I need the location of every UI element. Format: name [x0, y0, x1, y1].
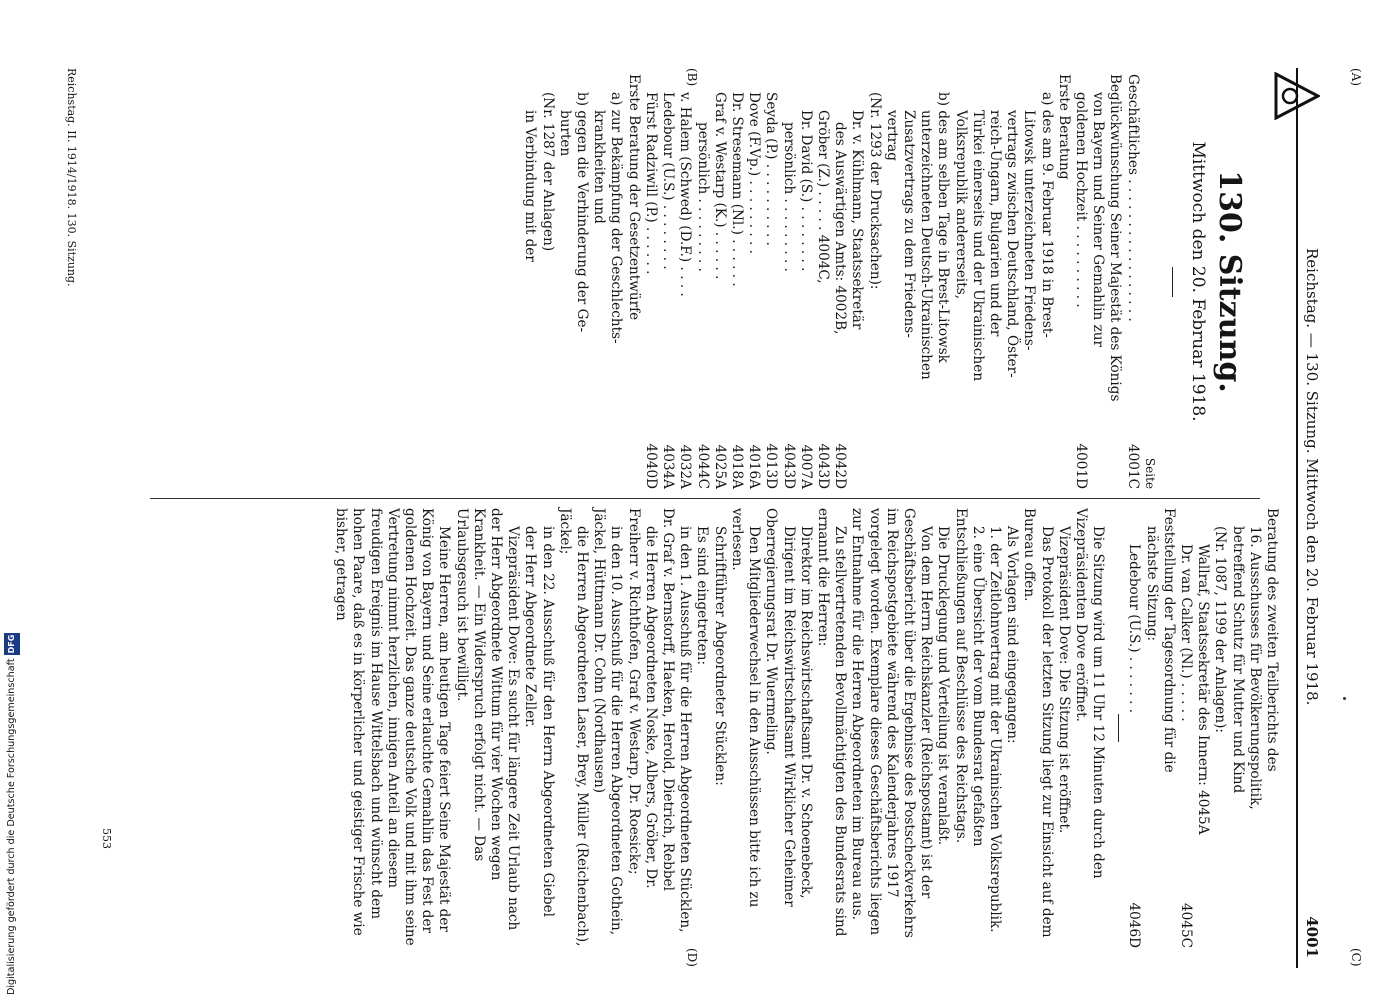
toc-entry-text: b) des am selben Tage in Brest-Litowsk: [935, 92, 952, 363]
proceedings-paragraph: der Herr Abgeordnete Zeller.: [522, 526, 539, 728]
toc-entry: [831, 74, 848, 489]
toc-entry-text: Dr. David (S.) . . . . . . . .: [797, 110, 814, 272]
toc-entry-text: Ledebour (U.S.) . . . . . . .: [1126, 544, 1143, 714]
toc-entry-text: Zusatzvertrags zu dem Friedens-: [900, 110, 917, 338]
proceedings-paragraph: in den 1. Ausschuß für die Herren Abgeordneten Stücklen, Dr. Graf v. Bernstorff, Haeken, Herold, Dietrich, Rebbel: [660, 508, 694, 933]
proceedings-paragraph: Als Vorlagen sind eingegangen:: [1004, 526, 1021, 744]
toc-entry-page: 4001D: [1072, 443, 1089, 489]
toc-entry: [1194, 508, 1211, 948]
toc-entry: [1106, 74, 1123, 489]
toc-entry-text: a) zur Bekämpfung der Geschlechts-: [608, 92, 625, 344]
toc-entry: [1263, 508, 1280, 948]
toc-entry-page: 4042D: [832, 443, 849, 489]
toc-entry-text: in Verbindung mit der: [522, 110, 539, 262]
toc-entry-text: (Nr. 1087, 1199 der Anlagen):: [1212, 526, 1229, 733]
toc-entry-text: Erste Beratung: [1055, 74, 1072, 180]
toc-entry-text: betreffend Schutz für Mutter und Kind: [1229, 526, 1246, 794]
toc-entry-text: Dr. van Calker (Nl.) . . . . .: [1177, 544, 1194, 722]
session-title: 130. Sitzung.: [1212, 170, 1247, 393]
toc-entry: [900, 74, 917, 489]
toc-entry: [1211, 508, 1228, 948]
intro-entries: [1125, 508, 1280, 948]
toc-entry-page: 4016A: [746, 444, 763, 489]
toc-entry: [917, 74, 934, 489]
toc-entry-text: Türkei einerseits und der Ukrainischen: [969, 110, 986, 382]
toc-entry: [625, 74, 642, 489]
toc-entry: [1246, 508, 1263, 948]
proceedings-paragraph: Von dem Herrn Reichskanzler (Reichspostamt) ist der Geschäftsbericht über die Ergebnisse des Postscheckverkehrs im Reichspostgebiete während des Kalenderjahres 1917 vorgelegt worden. Exemplare dieses Geschäftsberichts liegen zur Entnahme für die Herren Abgeordneten im Bureau aus.: [849, 508, 935, 938]
toc-entry-text: Gröber (Z.) . . . . . 4004C,: [814, 110, 831, 284]
toc-entry-text: Seyda (P.) . . . . . . . . . .: [763, 92, 780, 246]
toc-entry: [1142, 508, 1159, 948]
toc-entry-text: Feststellung der Tagesordnung für die: [1160, 508, 1177, 773]
toc-entry: [986, 74, 1003, 489]
toc-entry: [1003, 74, 1020, 489]
proceedings-paragraph: Direktor im Reichswirtschaftsamt Dr. v. Schoenebeck,: [797, 526, 814, 899]
toc-entry: [642, 74, 659, 489]
toc-entry: [1072, 74, 1089, 489]
toc-entry-page: 4040D: [642, 443, 659, 489]
dfg-logo: DFG: [4, 633, 20, 656]
toc-entry: [1177, 508, 1194, 948]
margin-marker-c: (C): [1349, 948, 1363, 967]
proceedings-paragraph: Zu stellvertretenden Bevollmächtigten des Bundesrats sind ernannt die Herren:: [814, 508, 849, 937]
proceedings-text: [332, 508, 1106, 948]
proceedings-paragraph: Schriftführer Abgeordneter Stücklen:: [711, 526, 728, 786]
toc-entry-text: burten: [556, 110, 573, 157]
running-head: Reichstag. — 130. Sitzung. Mittwoch den 20. Februar 1918.: [1303, 248, 1321, 706]
toc-entry: [1228, 508, 1245, 948]
toc-entry: [934, 74, 951, 489]
toc-entry-text: krankheiten und: [591, 110, 608, 224]
toc-entry-text: Beratung des zweiten Teilberichts des: [1264, 508, 1280, 772]
toc-entry-text: a) des am 9. Februar 1918 in Brest-: [1038, 92, 1055, 338]
toc-entry: [779, 74, 796, 489]
toc-entry-page: 4043D: [780, 443, 797, 489]
toc-entry-page: 4032A: [677, 444, 694, 489]
toc-entry-page: 4001C: [1124, 444, 1141, 489]
toc-entry: [590, 74, 607, 489]
toc-entry: [521, 74, 538, 489]
header-rule: [1296, 68, 1298, 968]
toc-entry-text: vertrag: [883, 110, 900, 161]
toc-entry-page: 4045C: [1177, 903, 1194, 948]
proceedings-paragraph: Die Sitzung wird um 11 Uhr 12 Minuten durch den Vizepräsidenten Dove eröffnet.: [1072, 508, 1107, 879]
toc-entry: [1020, 74, 1037, 489]
toc-entry-text: Graf v. Westarp (K.) . . . . . .: [711, 92, 728, 280]
toc-entry-text: Wallraf, Staatssekretär des Innern: 4045A: [1195, 544, 1212, 835]
proceedings-paragraph: Vizepräsident Dove: Es sucht für längere Zeit Urlaub nach der Herr Abgeordnete Wittum für vier Wochen wegen Krankheit. — Ein Widerspruch erfolgt nicht. — Das Urlaubsgesuch ist bewilligt.: [453, 508, 522, 931]
toc-entry: [1055, 74, 1072, 489]
column-rule: [150, 498, 1260, 499]
toc-entry-text: (Nr. 1293 der Drucksachen):: [866, 92, 883, 290]
toc-entry: [951, 74, 968, 489]
toc-entry: [865, 74, 882, 489]
proceedings-paragraph: Es sind eingetreten:: [694, 526, 711, 666]
toc-entry: [797, 74, 814, 489]
toc-entry-text: Dove (F.Vp.) . . . . . . . . .: [746, 92, 763, 254]
margin-marker-d: (D): [685, 948, 699, 967]
toc-entry-page: 4043D: [814, 443, 831, 489]
toc-entry-page: 4007A: [797, 444, 814, 489]
proceedings-paragraph: in den 10. Ausschuß für die Herren Abgeordneten Gothein, Jäckel, Hüttmann Dr. Cohn (Nordhausen): [591, 508, 625, 936]
toc-entry-text: Beglückwünschung Seiner Majestät des Königs: [1107, 74, 1124, 402]
toc-entry-text: des Auswärtigen Amts: 4002B,: [832, 122, 849, 335]
proceedings-paragraph: die Herren Abgeordneten Laser, Brey, Müller (Reichenbach), Jäckel;: [556, 508, 591, 947]
toc-entry-text: Litowsk unterzeichneten Friedens-: [1021, 110, 1038, 351]
footer-sheet-number: 553: [100, 828, 113, 849]
toc-entry: [659, 74, 676, 489]
toc-entry: [711, 74, 728, 489]
proceedings-paragraph: die Herren Abgeordneten Noske, Albers, Gröber, Dr. Freiherr v. Richthofen, Graf v. Westarp, Dr. Roesicke;: [625, 508, 659, 889]
toc-entry-text: goldenen Hochzeit . . . . . . . . . .: [1072, 92, 1089, 308]
toc-entry-text: Volksrepublik andererseits,: [952, 110, 969, 300]
toc-entry-text: unterzeichneten Deutsch-Ukrainischen: [918, 110, 935, 380]
toc-entry-text: von Bayern und Seiner Gemahlin zur: [1090, 92, 1107, 348]
toc-entry: [745, 74, 762, 489]
toc-entry: [556, 74, 573, 489]
toc-entry-text: persönlich . . . . . . . . .: [694, 122, 711, 273]
digitization-credit: [4, 595, 20, 995]
toc-entry-text: Fürst Radziwill (P.) . . . . . .: [642, 92, 659, 275]
toc-entry-page: 4025A: [711, 444, 728, 489]
toc-entry-text: v. Halem (Schwed) (D.F.) . . . .: [677, 92, 694, 297]
toc-entry-text: Ledebour (U.S.) . . . . . . . .: [660, 92, 677, 270]
toc-entry: [693, 74, 710, 489]
toc-entry-text: b) gegen die Verhinderung der Ge-: [574, 92, 591, 333]
toc-entry: [1160, 508, 1177, 948]
margin-marker-a: (A): [1349, 68, 1363, 87]
right-rule: [1118, 714, 1119, 742]
proceedings-paragraph: Vizepräsident Dove: Die Sitzung ist eröffnet.: [1055, 526, 1072, 834]
toc-entry-page: 4013D: [763, 443, 780, 489]
table-of-contents: [521, 74, 1140, 489]
proceedings-paragraph: 1. der Zeitlohnvertrag mit der Ukrainischen Volksrepublik.: [986, 526, 1003, 933]
left-column: [521, 74, 1280, 489]
margin-marker-b: (B): [685, 68, 699, 87]
footer-volume: Reichstag. II. 1914/1918. 130. Sitzung.: [65, 68, 78, 287]
toc-entry: [1125, 508, 1142, 948]
toc-entry-text: Dr. Stresemann (Nl.) . . . . . .: [728, 92, 745, 287]
page-number: 4001: [1303, 916, 1321, 958]
toc-entry: [728, 74, 745, 489]
toc-entry: [538, 74, 555, 489]
toc-entry: [573, 74, 590, 489]
toc-entry: [676, 74, 693, 489]
proceedings-paragraph: Die Drucklegung und Verteilung ist veranlaßt.: [935, 526, 952, 846]
toc-entry: [607, 74, 624, 489]
toc-entry: [762, 74, 779, 489]
right-column: [332, 508, 1280, 948]
session-date: Mittwoch den 20. Februar 1918.: [1188, 141, 1208, 422]
toc-entry-text: persönlich . . . . . . . . .: [780, 122, 797, 273]
title-rule: [1172, 267, 1173, 297]
toc-entry-text: Erste Beratung der Gesetzentwürfe: [625, 74, 642, 321]
toc-entry: [883, 74, 900, 489]
proceedings-paragraph: in den 22. Ausschuß für den Herrn Abgeordneten Giebel: [539, 526, 556, 918]
toc-entry: [1037, 74, 1054, 489]
proceedings-paragraph: 2. eine Übersicht der vom Bundesrat gefaßten Entschließungen auf Beschlüsse des Reichstags.: [952, 508, 986, 847]
toc-entry: [1123, 74, 1140, 489]
toc-entry-page: 4018A: [728, 444, 745, 489]
toc-entry-text: Dr. v. Kühlmann, Staatssekretär: [849, 110, 866, 330]
rotated-page: [50, 68, 1363, 968]
proceedings-paragraph: Meine Herren, am heutigen Tage feiert Seine Majestät der König von Bayern und Seine erlauchte Gemahlin das Fest der goldenen Hochzeit. Das ganze deutsche Volk und mit ihm seine Vertretung nimmt herzlichen, innigen Anteil an diesem freudigen Ereignis im Hause Wittelsbach und wünscht dem hohen Paare, daß es in körperlicher und geistiger Frische wie bisher, getragen: [333, 508, 453, 946]
toc-entry-text: 16. Ausschusses für Bevölkerungspolitik,: [1246, 526, 1263, 810]
toc-entry: [814, 74, 831, 489]
scan-speck: [1343, 697, 1346, 700]
proceedings-paragraph: Das Protokoll der letzten Sitzung liegt zur Einsicht auf dem Bureau offen.: [1021, 508, 1055, 938]
toc-entry-text: nächste Sitzung:: [1143, 526, 1160, 642]
toc-entry: [848, 74, 865, 489]
toc-entry-text: Geschäftliches . . . . . . . . . . . . . . . . .: [1124, 74, 1141, 322]
toc-entry-page: 4046D: [1126, 902, 1143, 948]
toc-entry: [1089, 74, 1106, 489]
seite-label: Seite: [1142, 457, 1157, 489]
toc-entry-page: 4034A: [660, 444, 677, 489]
proceedings-paragraph: Dirigent im Reichswirtschaftsamt Wirklicher Geheimer Oberregierungsrat Dr. Wuermeling.: [763, 508, 797, 907]
toc-entry-page: 4044C: [694, 444, 711, 489]
credit-text: Digitalisierung gefördert durch die Deutsche Forschungsgemeinschaft: [6, 658, 17, 995]
toc-entry-text: reich-Ungarn, Bulgarien und der: [986, 110, 1003, 337]
proceedings-paragraph: Den Mitgliederwechsel in den Ausschüssen bitte ich zu verlesen.: [728, 508, 763, 908]
toc-entry-text: vertrags zwischen Deutschland, Öster-: [1004, 110, 1021, 378]
toc-entry: [969, 74, 986, 489]
toc-entry-text: (Nr. 1287 der Anlagen): [539, 92, 556, 252]
